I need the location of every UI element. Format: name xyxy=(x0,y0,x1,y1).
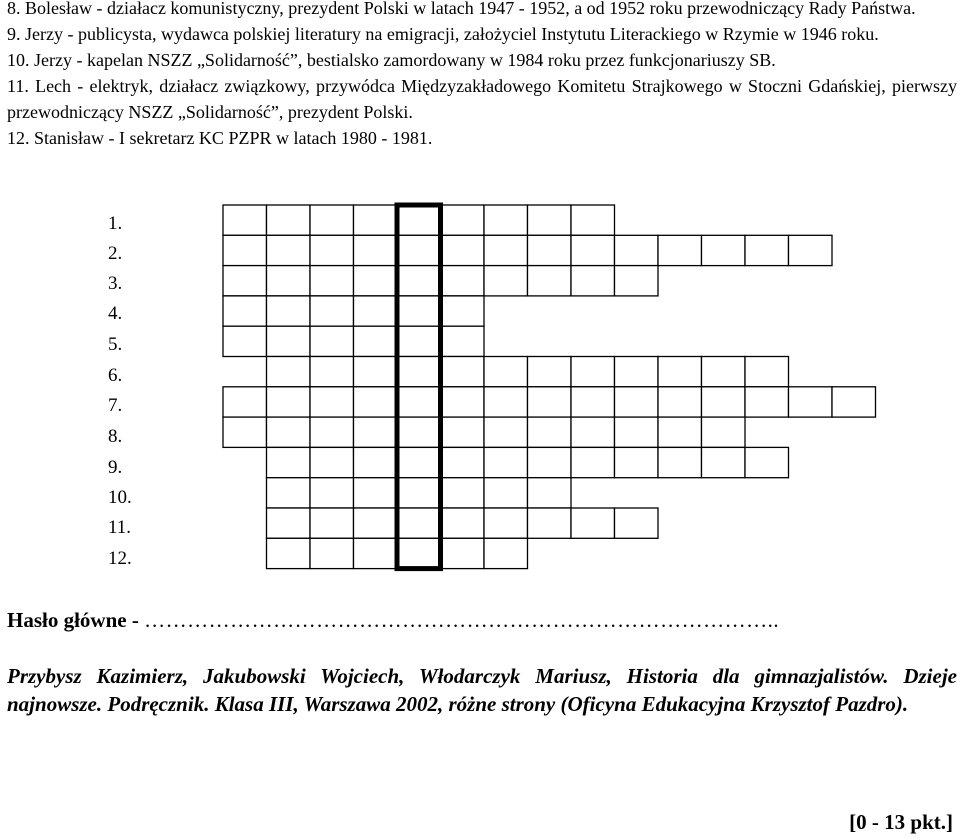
crossword-cell[interactable] xyxy=(310,417,354,447)
clue-8: 8. Bolesław - działacz komunistyczny, prezydent Polski w latach 1947 - 1952, a od 1952 roku przewodniczący Rady Państwa. xyxy=(7,0,916,18)
crossword-cell[interactable] xyxy=(702,447,746,477)
crossword-cell[interactable] xyxy=(484,417,528,447)
crossword-cell[interactable] xyxy=(267,387,311,417)
row-number: 12. xyxy=(108,548,132,569)
crossword-cell[interactable] xyxy=(441,205,485,235)
crossword-cell[interactable] xyxy=(223,266,267,296)
crossword-cell[interactable] xyxy=(354,235,398,265)
crossword-cell[interactable] xyxy=(310,508,354,538)
crossword-cell[interactable] xyxy=(354,417,398,447)
crossword-cell[interactable] xyxy=(310,205,354,235)
crossword-cell[interactable] xyxy=(571,387,615,417)
crossword-cell[interactable] xyxy=(528,387,572,417)
crossword-cell[interactable] xyxy=(310,235,354,265)
crossword-cell[interactable] xyxy=(397,538,441,568)
crossword-cell[interactable] xyxy=(354,296,398,326)
crossword-cell[interactable] xyxy=(354,447,398,477)
crossword-cell[interactable] xyxy=(267,357,311,387)
crossword-cell[interactable] xyxy=(484,266,528,296)
crossword-cell[interactable] xyxy=(397,478,441,508)
crossword-cell[interactable] xyxy=(267,205,311,235)
crossword-cell[interactable] xyxy=(441,508,485,538)
crossword-cell[interactable] xyxy=(745,357,789,387)
crossword-cell[interactable] xyxy=(571,357,615,387)
crossword-cell[interactable] xyxy=(658,417,702,447)
crossword-cell[interactable] xyxy=(571,235,615,265)
crossword-cell[interactable] xyxy=(528,205,572,235)
row-number: 4. xyxy=(108,303,123,324)
crossword-cell[interactable] xyxy=(223,235,267,265)
crossword-cell[interactable] xyxy=(528,235,572,265)
crossword-cell[interactable] xyxy=(484,205,528,235)
row-number: 7. xyxy=(108,395,123,416)
crossword-cell[interactable] xyxy=(745,387,789,417)
crossword-cell[interactable] xyxy=(397,447,441,477)
crossword-cell[interactable] xyxy=(354,357,398,387)
crossword-cell[interactable] xyxy=(397,326,441,356)
crossword-cell[interactable] xyxy=(441,357,485,387)
crossword-cell[interactable] xyxy=(223,326,267,356)
clue-9: 9. Jerzy - publicysta, wydawca polskiej literatury na emigracji, założyciel Instytutu Literackiego w Rzymie w 1946 roku. xyxy=(7,24,879,44)
crossword-cell[interactable] xyxy=(571,266,615,296)
crossword-cell[interactable] xyxy=(571,447,615,477)
crossword-cell[interactable] xyxy=(745,447,789,477)
crossword-cell[interactable] xyxy=(615,387,659,417)
crossword-cell[interactable] xyxy=(397,266,441,296)
crossword-cell[interactable] xyxy=(223,205,267,235)
crossword-cell[interactable] xyxy=(397,417,441,447)
crossword-cell[interactable] xyxy=(528,447,572,477)
crossword-cell[interactable] xyxy=(745,235,789,265)
crossword-cell[interactable] xyxy=(528,478,572,508)
crossword-cell[interactable] xyxy=(702,417,746,447)
crossword-cell[interactable] xyxy=(571,508,615,538)
crossword-cell[interactable] xyxy=(223,296,267,326)
crossword-cell[interactable] xyxy=(310,478,354,508)
crossword-cell[interactable] xyxy=(484,387,528,417)
crossword-cell[interactable] xyxy=(571,205,615,235)
crossword-cell[interactable] xyxy=(615,235,659,265)
row-number: 11. xyxy=(108,517,132,538)
crossword-cell[interactable] xyxy=(615,417,659,447)
crossword-cell[interactable] xyxy=(702,387,746,417)
crossword-cell[interactable] xyxy=(397,508,441,538)
crossword-cell[interactable] xyxy=(310,266,354,296)
crossword-cell[interactable] xyxy=(528,417,572,447)
row-number: 2. xyxy=(108,243,123,264)
crossword-cell[interactable] xyxy=(397,357,441,387)
crossword-cell[interactable] xyxy=(528,508,572,538)
row-number: 6. xyxy=(108,365,123,386)
crossword-cell[interactable] xyxy=(267,266,311,296)
crossword-cell[interactable] xyxy=(397,296,441,326)
crossword-cell[interactable] xyxy=(354,478,398,508)
crossword-cell[interactable] xyxy=(310,387,354,417)
crossword-cell[interactable] xyxy=(267,538,311,568)
crossword-cell[interactable] xyxy=(310,538,354,568)
crossword-cell[interactable] xyxy=(354,205,398,235)
crossword-cell[interactable] xyxy=(441,538,485,568)
crossword-cell[interactable] xyxy=(441,266,485,296)
crossword-cell[interactable] xyxy=(658,447,702,477)
crossword-cell[interactable] xyxy=(354,266,398,296)
crossword-cell[interactable] xyxy=(484,538,528,568)
crossword-cell[interactable] xyxy=(354,387,398,417)
crossword-cell[interactable] xyxy=(658,235,702,265)
crossword-cell[interactable] xyxy=(267,296,311,326)
crossword-cell[interactable] xyxy=(702,357,746,387)
crossword-cell[interactable] xyxy=(223,417,267,447)
crossword-cell[interactable] xyxy=(397,387,441,417)
crossword-cell[interactable] xyxy=(267,508,311,538)
clue-12: 12. Stanisław - I sekretarz KC PZPR w latach 1980 - 1981. xyxy=(7,128,433,148)
crossword-cell[interactable] xyxy=(832,387,876,417)
crossword-cell[interactable] xyxy=(441,447,485,477)
crossword-cell[interactable] xyxy=(615,266,659,296)
crossword-cell[interactable] xyxy=(267,417,311,447)
crossword-cell[interactable] xyxy=(397,235,441,265)
crossword-cell[interactable] xyxy=(789,387,833,417)
source-citation: Przybysz Kazimierz, Jakubowski Wojciech, Włodarczyk Mariusz, Historia dla gimnazjalistów. Dzieje najnowsze. Podręcznik. Klasa III, Warszawa 2002, różne strony (Oficyna Edukacyjna Krzysztof Pazdro). xyxy=(7,664,957,716)
row-number: 3. xyxy=(108,273,123,294)
crossword-cell[interactable] xyxy=(658,357,702,387)
crossword-cell[interactable] xyxy=(354,538,398,568)
crossword-cell[interactable] xyxy=(441,417,485,447)
crossword-cell[interactable] xyxy=(310,357,354,387)
crossword-cell[interactable] xyxy=(310,447,354,477)
row-number: 9. xyxy=(108,457,123,478)
crossword-cell[interactable] xyxy=(528,357,572,387)
crossword-cell[interactable] xyxy=(484,508,528,538)
crossword-cell[interactable] xyxy=(441,235,485,265)
crossword-cell[interactable] xyxy=(615,357,659,387)
crossword-cell[interactable] xyxy=(484,235,528,265)
crossword-cell[interactable] xyxy=(658,387,702,417)
main-password-label: Hasło główne - xyxy=(7,608,145,632)
crossword-cell[interactable] xyxy=(441,296,485,326)
crossword-cell[interactable] xyxy=(267,478,311,508)
crossword-cell[interactable] xyxy=(615,447,659,477)
crossword-cell[interactable] xyxy=(354,508,398,538)
clue-10: 10. Jerzy - kapelan NSZZ „Solidarność”, bestialsko zamordowany w 1984 roku przez funkcjonariuszy SB. xyxy=(7,50,776,70)
crossword-cell[interactable] xyxy=(702,235,746,265)
crossword-cell[interactable] xyxy=(267,326,311,356)
crossword-cell[interactable] xyxy=(397,205,441,235)
crossword-cell[interactable] xyxy=(310,296,354,326)
crossword-cell[interactable] xyxy=(223,387,267,417)
crossword-cell[interactable] xyxy=(615,508,659,538)
main-password-line xyxy=(7,608,779,633)
crossword-cell[interactable] xyxy=(354,326,398,356)
row-number: 5. xyxy=(108,334,123,355)
crossword-cell[interactable] xyxy=(441,387,485,417)
answer-dots[interactable]: …………………………………………………………………………….. xyxy=(144,608,780,632)
crossword-cell[interactable] xyxy=(789,235,833,265)
crossword-cell[interactable] xyxy=(484,357,528,387)
clue-11: 11. Lech - elektryk, działacz związkowy, przywódca Międzyzakładowego Komitetu Strajkowego w Stoczni Gdańskiej, pierwszy przewodniczący NSZZ „Solidarność”, prezydent Polski. xyxy=(7,76,957,122)
crossword-cell[interactable] xyxy=(441,478,485,508)
crossword-cell[interactable] xyxy=(310,326,354,356)
points-label: [0 - 13 pkt.] xyxy=(849,810,953,834)
row-number: 1. xyxy=(108,213,123,234)
row-number: 10. xyxy=(108,487,132,508)
crossword-cell[interactable] xyxy=(267,235,311,265)
crossword-cell[interactable] xyxy=(441,326,485,356)
crossword-cell[interactable] xyxy=(571,417,615,447)
crossword-cell[interactable] xyxy=(528,266,572,296)
crossword-cell[interactable] xyxy=(267,447,311,477)
crossword-cell[interactable] xyxy=(484,478,528,508)
crossword-cell[interactable] xyxy=(484,447,528,477)
row-number: 8. xyxy=(108,426,123,447)
